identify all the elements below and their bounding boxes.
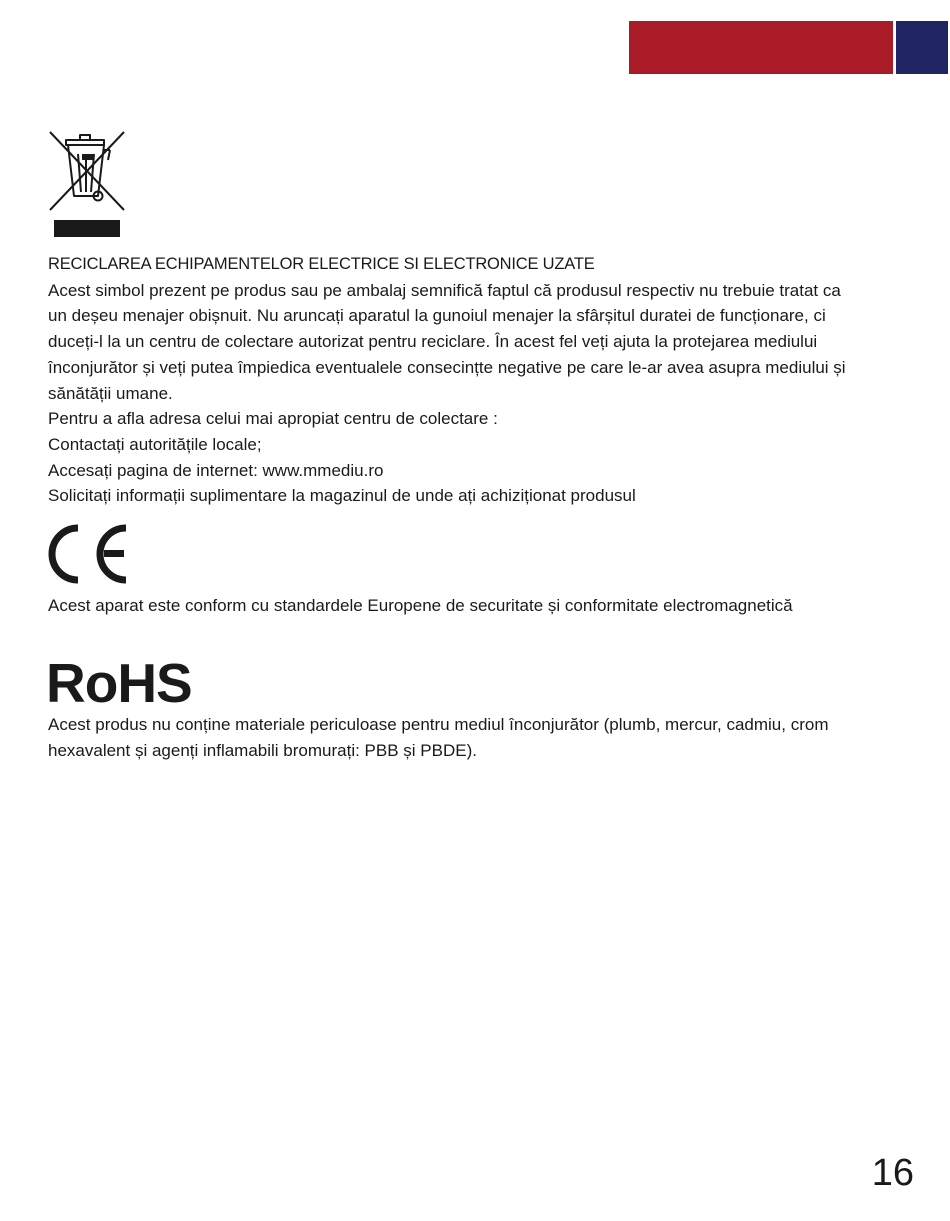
recycling-text-line: un deșeu menajer obișnuit. Nu aruncați aparatul la gunoiul menajer la sfârșitul duratei de funcționare, ci [48, 306, 826, 326]
recycling-section [48, 252, 928, 509]
recycling-heading: RECICLAREA ECHIPAMENTELOR ELECTRICE SI ELECTRONICE UZATE [48, 255, 595, 273]
ce-conformity-section [48, 593, 928, 619]
rohs-logo: RoHS [46, 652, 192, 714]
recycling-text-line: Pentru a afla adresa celui mai apropiat centru de colectare : [48, 409, 498, 429]
recycling-text-line: Contactați autoritățile locale; [48, 434, 262, 454]
recycling-text-line: Acest simbol prezent pe produs sau pe ambalaj semnifică faptul că produsul respectiv nu trebuie tratat ca [48, 280, 841, 300]
header-accent-bar-blue [896, 21, 948, 74]
crossed-out-wheelie-bin-icon [48, 130, 126, 238]
recycling-text-line: Solicitați informații suplimentare la magazinul de unde ați achiziționat produsul [48, 486, 636, 506]
rohs-section [48, 712, 928, 763]
recycling-text-line: înconjurător și veți putea împiedica eventualele consecințte negative pe care le-ar avea asupra mediului și [48, 357, 846, 377]
ce-conformity-text: Acest aparat este conform cu standardele Europene de securitate și conformitate electromagnetică [48, 596, 793, 615]
ce-mark-icon [48, 523, 130, 585]
rohs-text-line: Acest produs nu conține materiale periculoase pentru mediul înconjurător (plumb, mercur, cadmiu, crom [48, 715, 829, 734]
recycling-text-line: duceți-l la un centru de colectare autorizat pentru reciclare. În acest fel veți ajuta la protejarea mediului [48, 332, 818, 352]
header-accent-bar-red [629, 21, 893, 74]
page-number: 16 [871, 1152, 914, 1194]
recycling-text-line: Accesați pagina de internet: www.mmediu.ro [48, 460, 384, 480]
recycling-text-line: sănătății umane. [48, 383, 173, 403]
rohs-text-line: hexavalent și agenți inflamabili bromurați: PBB și PBDE). [48, 740, 477, 760]
